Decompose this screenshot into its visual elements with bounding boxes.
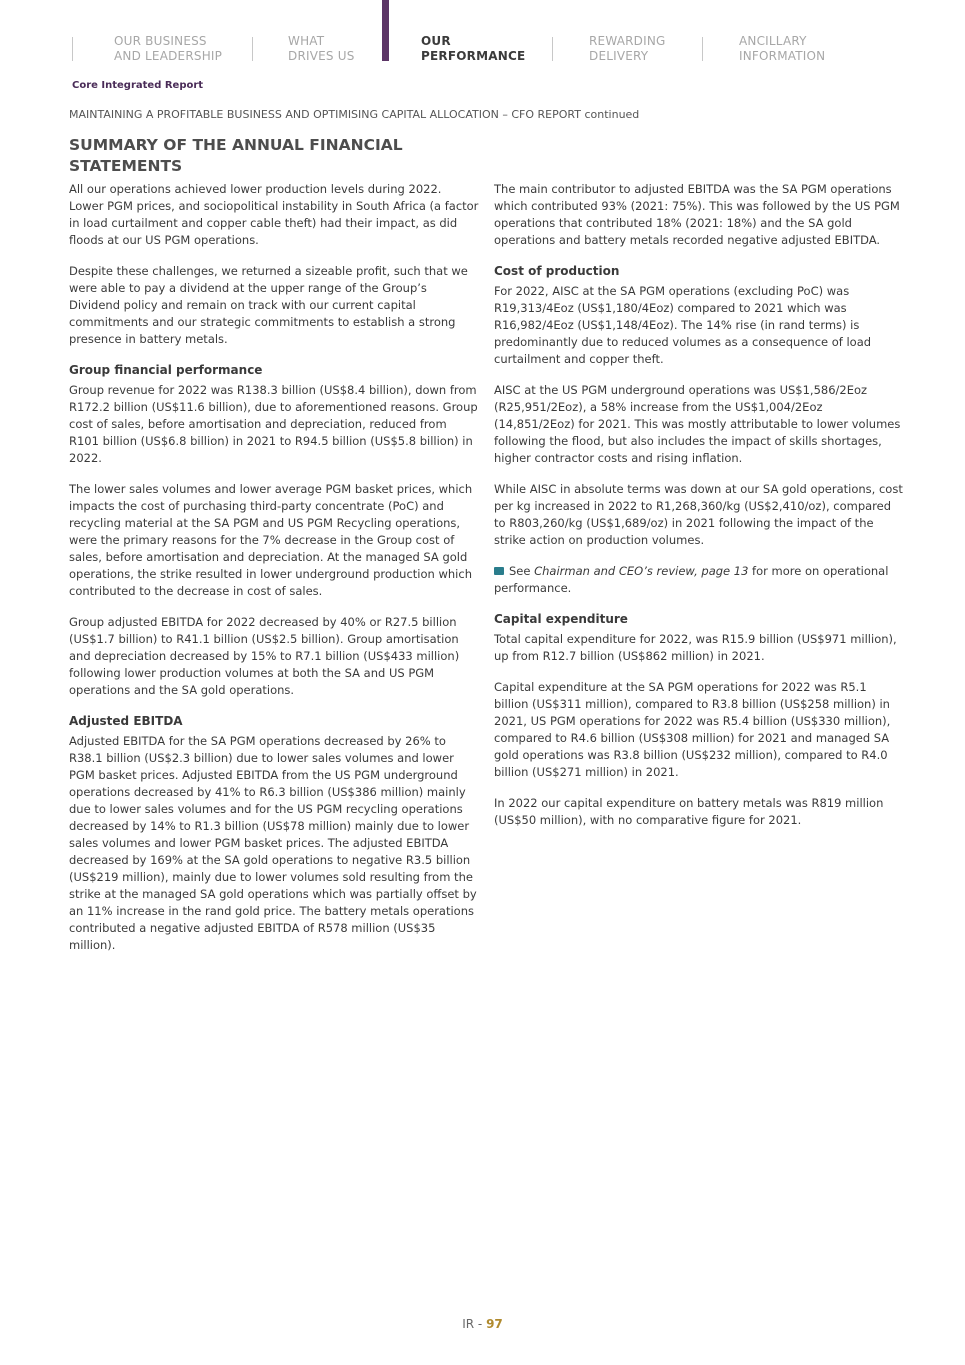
paragraph: Capital expenditure at the SA PGM operations for 2022 was R5.1 billion (US$311 million), compared to R3.8 billion (US$258 million) in 2021, US PGM operations for 2022 was R5.4 billion (US$330 million), compared to R4.6 billion (US$308 million) for 2021 and managed SA gold operations was R3.8 billion (US$232 million), compared to R4.0 billion (US$271 million) in 2021. bbox=[494, 680, 891, 779]
nav-item-line: OUR bbox=[421, 34, 451, 48]
paragraph: Group adjusted EBITDA for 2022 decreased by 40% or R27.5 billion (US$1.7 billion) to R41.1 billion (US$2.5 billion). Group amortisation and depreciation decreased by 15% to R7.1 billion (US$433 million) following lower production volumes at both the SA and US PGM operations and the SA gold operations. bbox=[69, 615, 460, 697]
paragraph: In 2022 our capital expenditure on battery metals was R819 million (US$50 million), with no comparative figure for 2021. bbox=[494, 796, 884, 827]
subheading-group-financial-performance: Group financial performance bbox=[69, 363, 263, 377]
paragraph: Despite these challenges, we returned a sizeable profit, such that we were able to pay a dividend at the upper range of the Group’s Dividend policy and remain on track with our current capital commitments and our strategic commitments to establish a strong presence in battery metals. bbox=[69, 264, 468, 346]
paragraph: Adjusted EBITDA for the SA PGM operations decreased by 26% to R38.1 billion (US$2.3 billion) due to lower sales volumes and lower PGM basket prices. Adjusted EBITDA from the US PGM underground operations decreased by 41% to R6.3 billion (US$386 million) mainly due to lower sales volumes and for the US PGM recycling operations decreased by 14% to R1.3 billion (US$78 million) mainly due to lower sales volumes and lower PGM basket prices. The adjusted EBITDA decreased by 169% at the SA gold operations to negative R3.5 billion (US$219 million), mainly due to lower volumes sold resulting from the strike at the managed SA gold operations which was partially offset by an 11% increase in the rand gold price. The battery metals operations contributed a negative adjusted EBITDA of R578 million (US$35 million). bbox=[69, 734, 477, 952]
see-reference-link[interactable]: Chairman and CEO’s review, page 13 bbox=[534, 564, 749, 578]
nav-item-line: ANCILLARY bbox=[739, 34, 807, 48]
footer-prefix: IR - bbox=[462, 1317, 487, 1331]
nav-item-line: PERFORMANCE bbox=[421, 49, 526, 63]
page-footer bbox=[0, 1317, 965, 1331]
nav-separator bbox=[252, 37, 253, 61]
paragraph: For 2022, AISC at the SA PGM operations (excluding PoC) was R19,313/4Eoz (US$1,180/4Eoz) compared to 2021 which was R16,982/4Eoz (US$1,148/4Eoz). The 14% rise (in rand terms) is predominantly due to reduced volumes as a consequence of load curtailment and copper theft. bbox=[494, 284, 872, 366]
running-header: MAINTAINING A PROFITABLE BUSINESS AND OPTIMISING CAPITAL ALLOCATION – CFO REPORT continued bbox=[69, 108, 640, 121]
paragraph: Total capital expenditure for 2022, was R15.9 billion (US$971 million), up from R12.7 billion (US$862 million) in 2021. bbox=[494, 632, 897, 663]
nav-separator bbox=[702, 37, 703, 61]
nav-item-line: INFORMATION bbox=[739, 49, 826, 63]
nav-item-what-drives-us[interactable] bbox=[288, 34, 355, 64]
paragraph: Group revenue for 2022 was R138.3 billion (US$8.4 billion), down from R172.2 billion (US$11.6 billion), due to aforementioned reasons. Group cost of sales, before amortisation and depreciation, reduced from R101 billion (US$6.8 billion) in 2021 to R94.5 billion (US$5.8 billion) in 2022. bbox=[69, 383, 478, 465]
section-title: SUMMARY OF THE ANNUAL FINANCIAL STATEMENTS bbox=[69, 136, 403, 175]
nav-item-rewarding-delivery[interactable] bbox=[589, 34, 666, 64]
subheading-capital-expenditure: Capital expenditure bbox=[494, 612, 628, 626]
paragraph: The lower sales volumes and lower average PGM basket prices, which impacts the cost of purchasing third-party concentrate (PoC) and recycling material at the SA PGM and US PGM Recycling operations, were the primary reasons for the 7% decrease in the Group cost of sales, before amortisation and depreciation. At the managed SA gold operations, the strike resulted in lower underground production which contributed to the decrease in cost of sales. bbox=[69, 482, 473, 598]
nav-item-line: AND LEADERSHIP bbox=[114, 49, 223, 63]
right-column bbox=[494, 181, 904, 843]
nav-item-line: DELIVERY bbox=[589, 49, 649, 63]
nav-item-our-business[interactable] bbox=[114, 34, 222, 64]
paragraph: While AISC in absolute terms was down at our SA gold operations, cost per kg increased in 2022 to R1,268,360/kg (US$2,410/oz), compared to R803,260/kg (US$1,689/oz) in 2021 following the impact of the strike action on production volumes. bbox=[494, 482, 903, 547]
nav-active-indicator bbox=[382, 0, 389, 61]
see-suffix: for more on operational performance. bbox=[494, 564, 889, 595]
see-prefix: See bbox=[509, 564, 535, 578]
nav-separator bbox=[72, 37, 73, 61]
nav-item-line: OUR BUSINESS bbox=[114, 34, 207, 48]
folder-icon bbox=[494, 567, 504, 575]
nav-item-our-performance[interactable] bbox=[421, 34, 525, 64]
paragraph: The main contributor to adjusted EBITDA was the SA PGM operations which contributed 93% (2021: 75%). This was followed by the US PGM operations that contributed 18% (2021: 18%) and the SA gold operations and battery metals recorded negative adjusted EBITDA. bbox=[494, 182, 900, 247]
nav-separator bbox=[552, 37, 553, 61]
left-column bbox=[69, 181, 479, 968]
core-report-label: Core Integrated Report bbox=[72, 80, 204, 91]
subheading-adjusted-ebitda: Adjusted EBITDA bbox=[69, 714, 183, 728]
nav-item-line: REWARDING bbox=[589, 34, 666, 48]
paragraph: AISC at the US PGM underground operations was US$1,586/2Eoz (R25,951/2Eoz), a 58% increase from the US$1,004/2Eoz (14,851/2Eoz) for 2021. This was mostly attributable to lower volumes following the flood, but also includes the impact of skills shortages, higher contractor costs and rising inflation. bbox=[494, 383, 901, 465]
nav-item-ancillary-information[interactable] bbox=[739, 34, 825, 64]
page-number: 97 bbox=[486, 1317, 503, 1331]
nav-item-line: DRIVES US bbox=[288, 49, 355, 63]
paragraph: All our operations achieved lower production levels during 2022. Lower PGM prices, and sociopolitical instability in South Africa (a factor in load curtailment and copper cable theft) had their impact, as did floods at our US PGM operations. bbox=[69, 182, 479, 247]
see-reference bbox=[494, 563, 904, 597]
subheading-cost-of-production: Cost of production bbox=[494, 264, 620, 278]
top-navigation bbox=[0, 0, 965, 75]
nav-item-line: WHAT bbox=[288, 34, 325, 48]
